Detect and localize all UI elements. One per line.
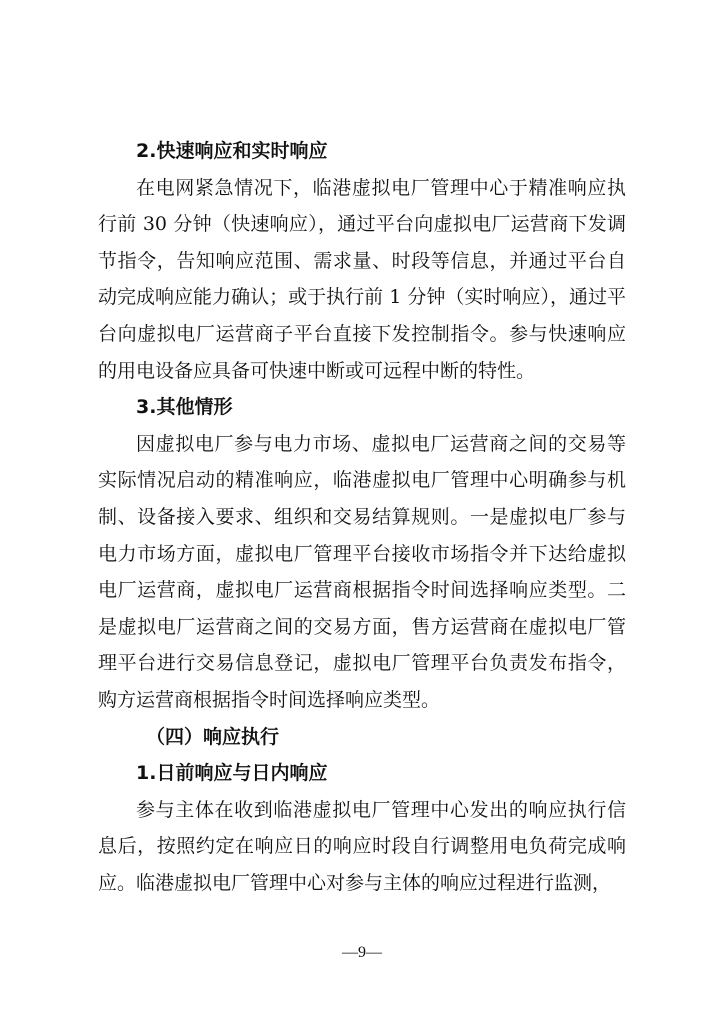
paragraph-other-cases: 因虚拟电厂参与电力市场、虚拟电厂运营商之间的交易等实际情况启动的精准响应，临港虚拟电厂管理中心明确参与机制、设备接入要求、组织和交易结算规则。一是虚拟电厂参与电力市场方面，虚拟电厂管理平台接收市场指令并下达给虚拟电厂运营商，虚拟电厂运营商根据指令时间选择响应类型。二是虚拟电厂运营商之间的交易方面，售方运营商在虚拟电厂管理平台进行交易信息登记，虚拟电厂管理平台负责发布指令，购方运营商根据指令时间选择响应类型。 <box>98 432 626 711</box>
page-number: —9— <box>342 944 382 961</box>
heading-day-ahead-and-intraday: 1.日前响应与日内响应 <box>136 762 328 785</box>
paragraph-fast-response: 在电网紧急情况下，临港虚拟电厂管理中心于精准响应执行前 30 分钟（快速响应），通过平台向虚拟电厂运营商下发调节指令，告知响应范围、需求量、时段等信息，并通过平台自动完成响应能力确认；或于执行前 1 分钟（实时响应），通过平台向虚拟电厂运营商子平台直接下发控制指令。参与快速响应的用电设备应具备可快速中断或可远程中断的特性。 <box>98 176 626 382</box>
heading-fast-and-realtime-response: 2.快速响应和实时响应 <box>136 140 328 162</box>
section-heading-response-execution: （四）响应执行 <box>146 725 280 748</box>
document-body <box>98 133 626 901</box>
paragraph-response-execution: 参与主体在收到临港虚拟电厂管理中心发出的响应执行信息后，按照约定在响应日的响应时段自行调整用电负荷完成响应。临港虚拟电厂管理中心对参与主体的响应过程进行监测， <box>98 798 626 894</box>
heading-other-cases: 3.其他情形 <box>136 396 233 419</box>
